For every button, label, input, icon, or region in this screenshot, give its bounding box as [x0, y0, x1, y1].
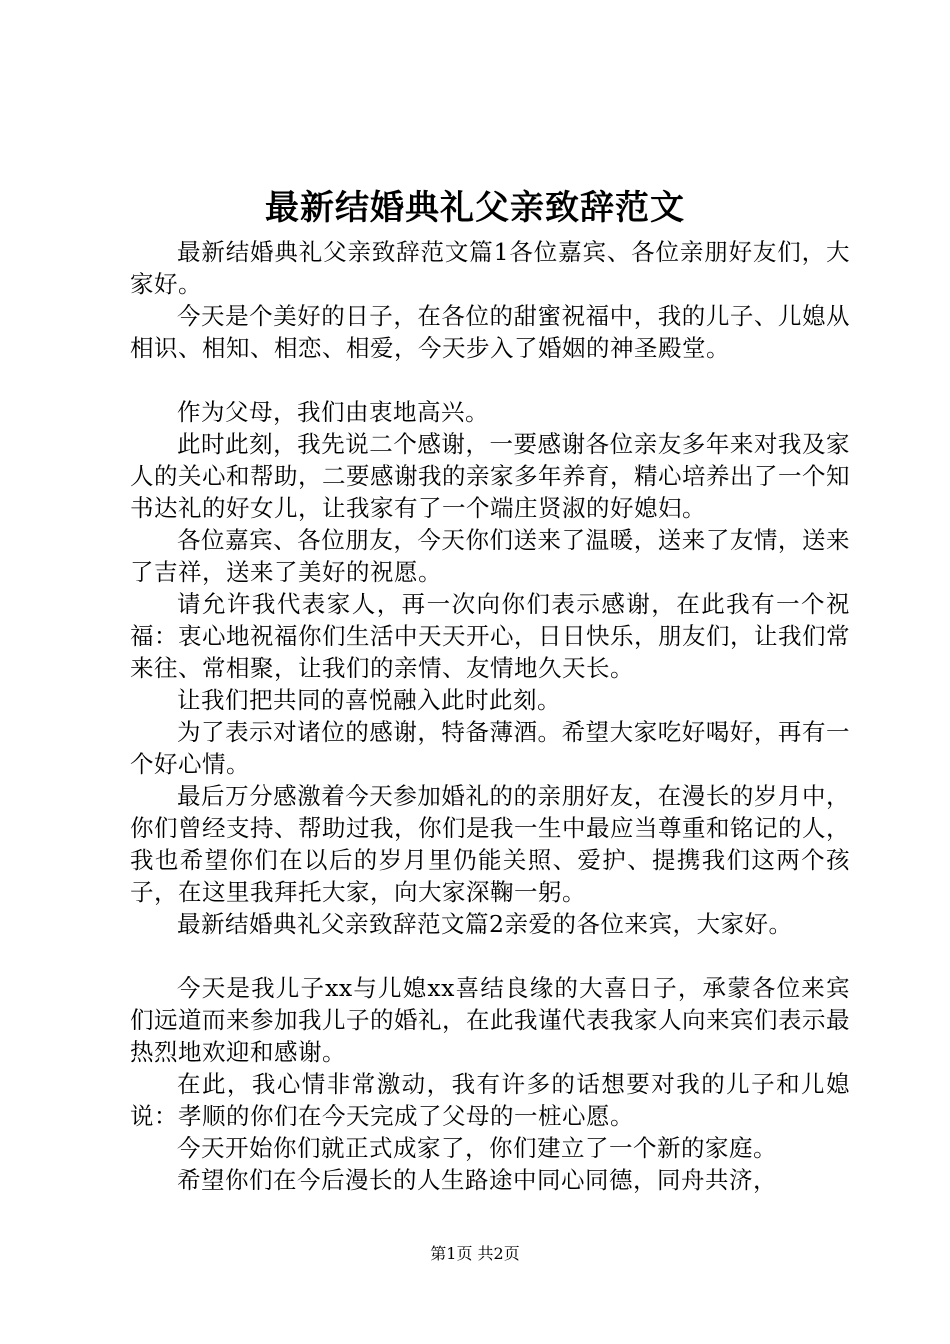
paragraph: 为了表示对诸位的感谢，特备薄酒。希望大家吃好喝好，再有一个好心情。 [130, 718, 850, 778]
paragraph: 最新结婚典礼父亲致辞范文篇1各位嘉宾、各位亲朋好友们，大家好。 [130, 238, 850, 298]
paragraph: 最新结婚典礼父亲致辞范文篇2亲爱的各位来宾，大家好。 [177, 910, 793, 938]
document-body [130, 236, 850, 1196]
paragraph: 今天是我儿子xx与儿媳xx喜结良缘的大喜日子，承蒙各位来宾们远道而来参加我儿子的婚礼，在此我谨代表我家人向来宾们表示最热烈地欢迎和感谢。 [130, 974, 850, 1066]
paragraph: 希望你们在今后漫长的人生路途中同心同德，同舟共济， [177, 1166, 777, 1194]
paragraph: 今天开始你们就正式成家了，你们建立了一个新的家庭。 [177, 1134, 777, 1162]
paragraph: 各位嘉宾、各位朋友，今天你们送来了温暖，送来了友情，送来了吉祥，送来了美好的祝愿。 [130, 526, 850, 586]
paragraph: 请允许我代表家人，再一次向你们表示感谢，在此我有一个祝福：衷心地祝福你们生活中天天开心，日日快乐，朋友们，让我们常来往、常相聚，让我们的亲情、友情地久天长。 [130, 590, 850, 682]
paragraph: 在此，我心情非常激动，我有许多的话想要对我的儿子和儿媳说：孝顺的你们在今天完成了父母的一桩心愿。 [130, 1070, 850, 1130]
paragraph: 作为父母，我们由衷地高兴。 [177, 398, 489, 426]
document-title: 最新结婚典礼父亲致辞范文 [265, 188, 685, 228]
paragraph: 让我们把共同的喜悦融入此时此刻。 [177, 686, 561, 714]
paragraph: 此时此刻，我先说二个感谢，一要感谢各位亲友多年来对我及家人的关心和帮助，二要感谢我的亲家多年养育，精心培养出了一个知书达礼的好女儿，让我家有了一个端庄贤淑的好媳妇。 [130, 430, 850, 522]
paragraph: 最后万分感激着今天参加婚礼的的亲朋好友，在漫长的岁月中，你们曾经支持、帮助过我，你们是我一生中最应当尊重和铭记的人，我也希望你们在以后的岁月里仍能关照、爱护、提携我们这两个孩子，在这里我拜托大家，向大家深鞠一躬。 [130, 782, 850, 906]
paragraph: 今天是个美好的日子，在各位的甜蜜祝福中，我的儿子、儿媳从相识、相知、相恋、相爱，今天步入了婚姻的神圣殿堂。 [130, 302, 850, 362]
page-indicator: 第1页 共2页 [430, 1244, 520, 1263]
